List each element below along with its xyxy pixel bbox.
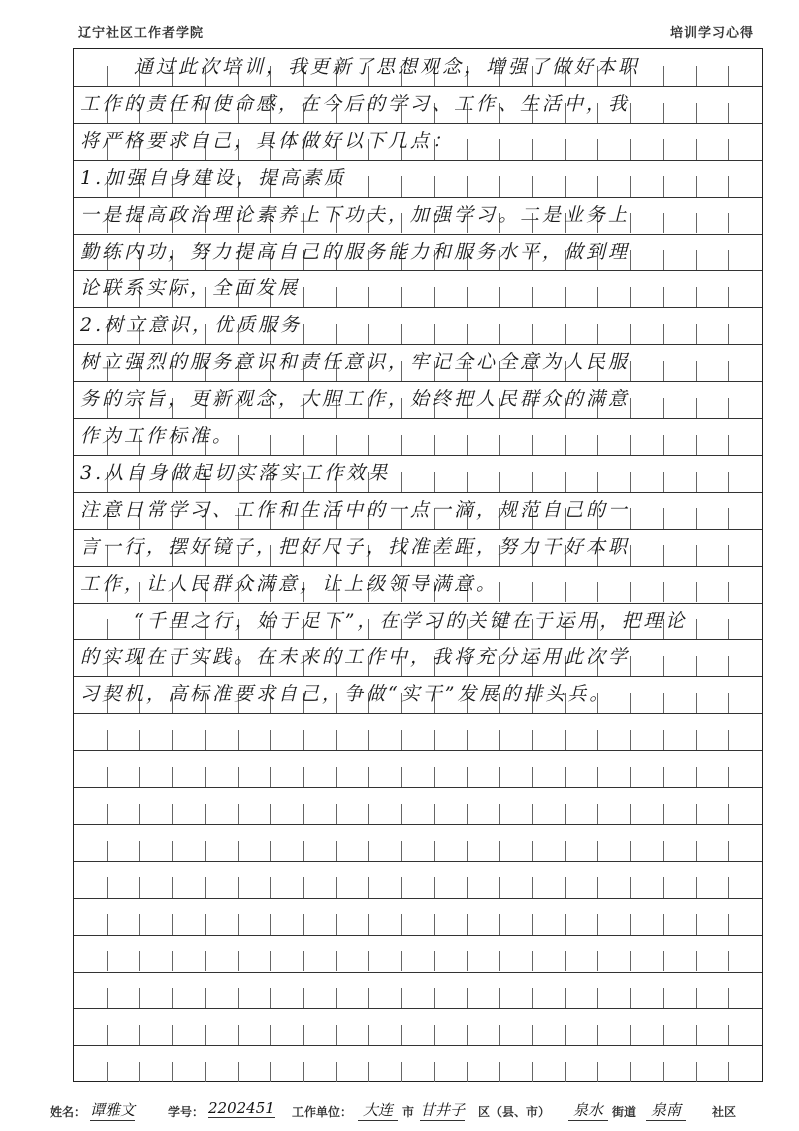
name-label: 姓名： — [50, 1105, 87, 1119]
grid-cell-divider — [696, 804, 697, 824]
grid-cell-divider — [663, 988, 664, 1008]
grid-cell-divider — [303, 767, 304, 787]
grid-cell-divider — [336, 767, 337, 787]
grid-row-line — [74, 1045, 762, 1046]
grid-cell-divider — [499, 951, 500, 971]
grid-cell-divider — [336, 1062, 337, 1082]
grid-cell-divider — [565, 1025, 566, 1045]
grid-cell-divider — [238, 914, 239, 934]
grid-cell-divider — [467, 951, 468, 971]
grid-cell-divider — [238, 1062, 239, 1082]
grid-cell-divider — [107, 1025, 108, 1045]
grid-row-line — [74, 898, 762, 899]
grid-cell-divider — [238, 730, 239, 750]
grid-cell-divider — [368, 914, 369, 934]
grid-cell-divider — [597, 988, 598, 1008]
grid-cell-divider — [205, 767, 206, 787]
grid-cell-divider — [728, 804, 729, 824]
grid-cell-divider — [303, 988, 304, 1008]
grid-cell-divider — [172, 730, 173, 750]
district-suffix: 区（县、市） — [478, 1105, 551, 1119]
grid-cell-divider — [467, 988, 468, 1008]
grid-cell-divider — [238, 877, 239, 897]
grid-cell-divider — [172, 841, 173, 861]
grid-cell-divider — [401, 988, 402, 1008]
essay-line: 树立强烈的服务意识和责任意识，牢记全心全意为人民服 — [80, 351, 631, 374]
grid-cell-divider — [107, 804, 108, 824]
grid-cell-divider — [597, 804, 598, 824]
grid-cell-divider — [205, 730, 206, 750]
grid-cell-divider — [565, 1062, 566, 1082]
grid-cell-divider — [172, 951, 173, 971]
page-header — [0, 22, 799, 46]
grid-cell-divider — [499, 804, 500, 824]
grid-cell-divider — [630, 988, 631, 1008]
grid-cell-divider — [597, 841, 598, 861]
grid-cell-divider — [336, 877, 337, 897]
grid-row-line — [74, 713, 762, 714]
grid-cell-divider — [270, 988, 271, 1008]
grid-cell-divider — [467, 877, 468, 897]
grid-cell-divider — [205, 841, 206, 861]
grid-cell-divider — [270, 841, 271, 861]
grid-cell-divider — [696, 767, 697, 787]
grid-cell-divider — [565, 767, 566, 787]
grid-cell-divider — [630, 730, 631, 750]
grid-cell-divider — [532, 841, 533, 861]
grid-cell-divider — [368, 988, 369, 1008]
grid-cell-divider — [401, 804, 402, 824]
essay-line: 言一行，摆好镜子，把好尺子，找准差距，努力干好本职 — [80, 535, 631, 558]
grid-cell-divider — [238, 951, 239, 971]
community-suffix: 社区 — [712, 1105, 737, 1119]
grid-cell-divider — [139, 877, 140, 897]
grid-cell-divider — [728, 730, 729, 750]
essay-line: 习契机，高标准要求自己，争做“实干”发展的排头兵。 — [80, 683, 612, 706]
grid-cell-divider — [499, 767, 500, 787]
grid-cell-divider — [303, 914, 304, 934]
grid-cell-divider — [663, 767, 664, 787]
grid-row-line — [74, 972, 762, 973]
grid-cell-divider — [597, 1025, 598, 1045]
grid-cell-divider — [663, 804, 664, 824]
grid-cell-divider — [401, 1025, 402, 1045]
grid-cell-divider — [696, 1025, 697, 1045]
grid-cell-divider — [663, 914, 664, 934]
essay-line: 作为工作标准。 — [80, 425, 235, 447]
grid-row-line — [74, 935, 762, 936]
grid-cell-divider — [205, 914, 206, 934]
grid-cell-divider — [107, 841, 108, 861]
grid-cell-divider — [172, 988, 173, 1008]
city-suffix: 市 — [402, 1105, 415, 1119]
grid-cell-divider — [336, 730, 337, 750]
essay-line: 勤练内功，努力提高自己的服务能力和服务水平，做到理 — [80, 240, 631, 263]
grid-cell-divider — [270, 767, 271, 787]
grid-cell-divider — [303, 1025, 304, 1045]
grid-cell-divider — [499, 730, 500, 750]
grid-cell-divider — [368, 1025, 369, 1045]
grid-cell-divider — [139, 988, 140, 1008]
grid-cell-divider — [630, 841, 631, 861]
grid-cell-divider — [467, 841, 468, 861]
grid-cell-divider — [238, 841, 239, 861]
grid-cell-divider — [532, 767, 533, 787]
grid-cell-divider — [663, 730, 664, 750]
grid-cell-divider — [630, 804, 631, 824]
grid-cell-divider — [597, 914, 598, 934]
essay-line: 注意日常学习、工作和生活中的一点一滴，规范自己的一 — [80, 498, 631, 521]
grid-cell-divider — [303, 877, 304, 897]
footer-info — [40, 1099, 760, 1127]
student-id-value: 2202451 — [208, 1099, 275, 1117]
grid-cell-divider — [467, 730, 468, 750]
grid-cell-divider — [499, 877, 500, 897]
grid-cell-divider — [238, 767, 239, 787]
grid-cell-divider — [139, 804, 140, 824]
grid-cell-divider — [238, 988, 239, 1008]
grid-cell-divider — [696, 841, 697, 861]
grid-cell-divider — [270, 804, 271, 824]
grid-cell-divider — [139, 951, 140, 971]
grid-cell-divider — [565, 841, 566, 861]
grid-cell-divider — [728, 767, 729, 787]
district-value: 甘井子 — [420, 1101, 466, 1119]
grid-cell-divider — [696, 988, 697, 1008]
grid-cell-divider — [336, 914, 337, 934]
grid-cell-divider — [597, 730, 598, 750]
grid-cell-divider — [303, 951, 304, 971]
grid-cell-divider — [565, 730, 566, 750]
grid-cell-divider — [597, 951, 598, 971]
grid-cell-divider — [107, 914, 108, 934]
essay-line: 将严格要求自己，具体做好以下几点： — [80, 129, 455, 152]
essay-line: 工作，让人民群众满意，让上级领导满意。 — [80, 572, 499, 595]
grid-cell-divider — [434, 914, 435, 934]
grid-cell-divider — [238, 804, 239, 824]
grid-cell-divider — [499, 1025, 500, 1045]
grid-cell-divider — [172, 767, 173, 787]
grid-cell-divider — [630, 1025, 631, 1045]
grid-cell-divider — [205, 1025, 206, 1045]
grid-cell-divider — [368, 951, 369, 971]
grid-cell-divider — [434, 877, 435, 897]
grid-row-line — [74, 750, 762, 751]
essay-line: 工作的责任和使命感，在今后的学习、工作、生活中，我 — [80, 92, 631, 115]
grid-cell-divider — [139, 841, 140, 861]
grid-cell-divider — [336, 841, 337, 861]
grid-cell-divider — [565, 951, 566, 971]
grid-cell-divider — [728, 914, 729, 934]
ruled-writing-grid — [73, 48, 763, 1082]
grid-cell-divider — [336, 804, 337, 824]
grid-cell-divider — [172, 804, 173, 824]
city-value: 大连 — [358, 1099, 398, 1121]
grid-cell-divider — [107, 988, 108, 1008]
grid-cell-divider — [205, 877, 206, 897]
grid-cell-divider — [270, 1025, 271, 1045]
essay-line: 3.从自身做起切实落实工作效果 — [80, 461, 391, 484]
grid-cell-divider — [172, 1062, 173, 1082]
grid-cell-divider — [368, 730, 369, 750]
grid-cell-divider — [139, 767, 140, 787]
grid-row-line — [74, 861, 762, 862]
grid-cell-divider — [728, 877, 729, 897]
grid-cell-divider — [434, 1025, 435, 1045]
grid-cell-divider — [238, 1025, 239, 1045]
grid-cell-divider — [499, 988, 500, 1008]
grid-cell-divider — [434, 767, 435, 787]
grid-cell-divider — [434, 951, 435, 971]
essay-line: “千里之行，始于足下”，在学习的关键在于运用，把理论 — [134, 609, 688, 632]
grid-cell-divider — [139, 1025, 140, 1045]
grid-cell-divider — [434, 1062, 435, 1082]
grid-cell-divider — [630, 767, 631, 787]
grid-cell-divider — [270, 877, 271, 897]
grid-cell-divider — [696, 730, 697, 750]
grid-cell-divider — [630, 914, 631, 934]
grid-cell-divider — [532, 951, 533, 971]
grid-cell-divider — [303, 841, 304, 861]
grid-cell-divider — [401, 730, 402, 750]
grid-cell-divider — [696, 914, 697, 934]
grid-cell-divider — [303, 1062, 304, 1082]
grid-cell-divider — [368, 767, 369, 787]
grid-cell-divider — [205, 804, 206, 824]
essay-line: 通过此次培训，我更新了思想观念，增强了做好本职 — [134, 56, 641, 78]
grid-cell-divider — [728, 951, 729, 971]
grid-cell-divider — [565, 877, 566, 897]
grid-cell-divider — [467, 1062, 468, 1082]
grid-cell-divider — [532, 1025, 533, 1045]
grid-cell-divider — [401, 841, 402, 861]
grid-row-line — [74, 787, 762, 788]
essay-line: 的实现在于实践。在未来的工作中，我将充分运用此次学 — [80, 646, 631, 669]
grid-cell-divider — [368, 841, 369, 861]
grid-cell-divider — [467, 914, 468, 934]
grid-cell-divider — [270, 1062, 271, 1082]
grid-cell-divider — [532, 988, 533, 1008]
grid-cell-divider — [630, 877, 631, 897]
grid-cell-divider — [401, 1062, 402, 1082]
grid-cell-divider — [434, 841, 435, 861]
grid-cell-divider — [728, 1062, 729, 1082]
grid-cell-divider — [205, 1062, 206, 1082]
essay-line: 1.加强自身建设，提高素质 — [80, 166, 347, 189]
grid-cell-divider — [172, 914, 173, 934]
grid-cell-divider — [597, 767, 598, 787]
grid-cell-divider — [532, 1062, 533, 1082]
grid-cell-divider — [597, 1062, 598, 1082]
essay-line: 务的宗旨，更新观念，大胆工作，始终把人民群众的满意 — [80, 388, 631, 411]
grid-cell-divider — [532, 730, 533, 750]
grid-cell-divider — [172, 1025, 173, 1045]
grid-cell-divider — [434, 730, 435, 750]
grid-cell-divider — [532, 914, 533, 934]
grid-cell-divider — [107, 767, 108, 787]
grid-cell-divider — [696, 951, 697, 971]
grid-cell-divider — [205, 951, 206, 971]
grid-cell-divider — [368, 1062, 369, 1082]
grid-cell-divider — [499, 914, 500, 934]
grid-cell-divider — [696, 1062, 697, 1082]
grid-cell-divider — [728, 1025, 729, 1045]
grid-cell-divider — [401, 767, 402, 787]
grid-cell-divider — [434, 988, 435, 1008]
street-value: 泉水 — [568, 1099, 608, 1121]
grid-cell-divider — [499, 841, 500, 861]
grid-cell-divider — [139, 914, 140, 934]
grid-cell-divider — [139, 1062, 140, 1082]
grid-cell-divider — [663, 1025, 664, 1045]
grid-cell-divider — [663, 1062, 664, 1082]
grid-cell-divider — [336, 951, 337, 971]
student-id-label: 学号： — [168, 1105, 205, 1119]
grid-cell-divider — [205, 988, 206, 1008]
grid-cell-divider — [728, 988, 729, 1008]
grid-cell-divider — [336, 988, 337, 1008]
grid-cell-divider — [401, 951, 402, 971]
essay-line: 一是提高政治理论素养上下功夫，加强学习。二是业务上 — [80, 203, 631, 226]
grid-cell-divider — [401, 914, 402, 934]
grid-cell-divider — [597, 877, 598, 897]
grid-cell-divider — [107, 730, 108, 750]
document-type-title: 培训学习心得 — [669, 26, 754, 41]
grid-cell-divider — [172, 877, 173, 897]
grid-cell-divider — [696, 877, 697, 897]
grid-cell-divider — [270, 914, 271, 934]
organization-title: 辽宁社区工作者学院 — [78, 26, 205, 41]
grid-cell-divider — [139, 730, 140, 750]
grid-row-line — [74, 1008, 762, 1009]
grid-cell-divider — [565, 804, 566, 824]
grid-cell-divider — [663, 877, 664, 897]
essay-line: 论联系实际，全面发展 — [80, 277, 301, 300]
grid-cell-divider — [467, 767, 468, 787]
grid-cell-divider — [401, 877, 402, 897]
grid-cell-divider — [270, 951, 271, 971]
grid-cell-divider — [663, 951, 664, 971]
grid-cell-divider — [532, 804, 533, 824]
essay-line: 2.树立意识，优质服务 — [80, 314, 303, 337]
grid-cell-divider — [467, 1025, 468, 1045]
grid-cell-divider — [368, 804, 369, 824]
grid-cell-divider — [565, 988, 566, 1008]
grid-cell-divider — [630, 1062, 631, 1082]
grid-cell-divider — [368, 877, 369, 897]
grid-cell-divider — [303, 804, 304, 824]
street-suffix: 街道 — [612, 1105, 637, 1119]
grid-cell-divider — [565, 914, 566, 934]
grid-cell-divider — [336, 1025, 337, 1045]
grid-cell-divider — [107, 877, 108, 897]
grid-cell-divider — [270, 730, 271, 750]
grid-cell-divider — [107, 1062, 108, 1082]
grid-cell-divider — [532, 877, 533, 897]
grid-cell-divider — [630, 951, 631, 971]
grid-cell-divider — [303, 730, 304, 750]
grid-cell-divider — [434, 804, 435, 824]
grid-cell-divider — [467, 804, 468, 824]
grid-cell-divider — [499, 1062, 500, 1082]
grid-row-line — [74, 824, 762, 825]
community-value: 泉南 — [646, 1099, 686, 1121]
grid-cell-divider — [107, 951, 108, 971]
name-value: 谭雅文 — [90, 1101, 136, 1119]
grid-cell-divider — [663, 841, 664, 861]
work-unit-label: 工作单位： — [292, 1105, 353, 1119]
grid-cell-divider — [728, 841, 729, 861]
